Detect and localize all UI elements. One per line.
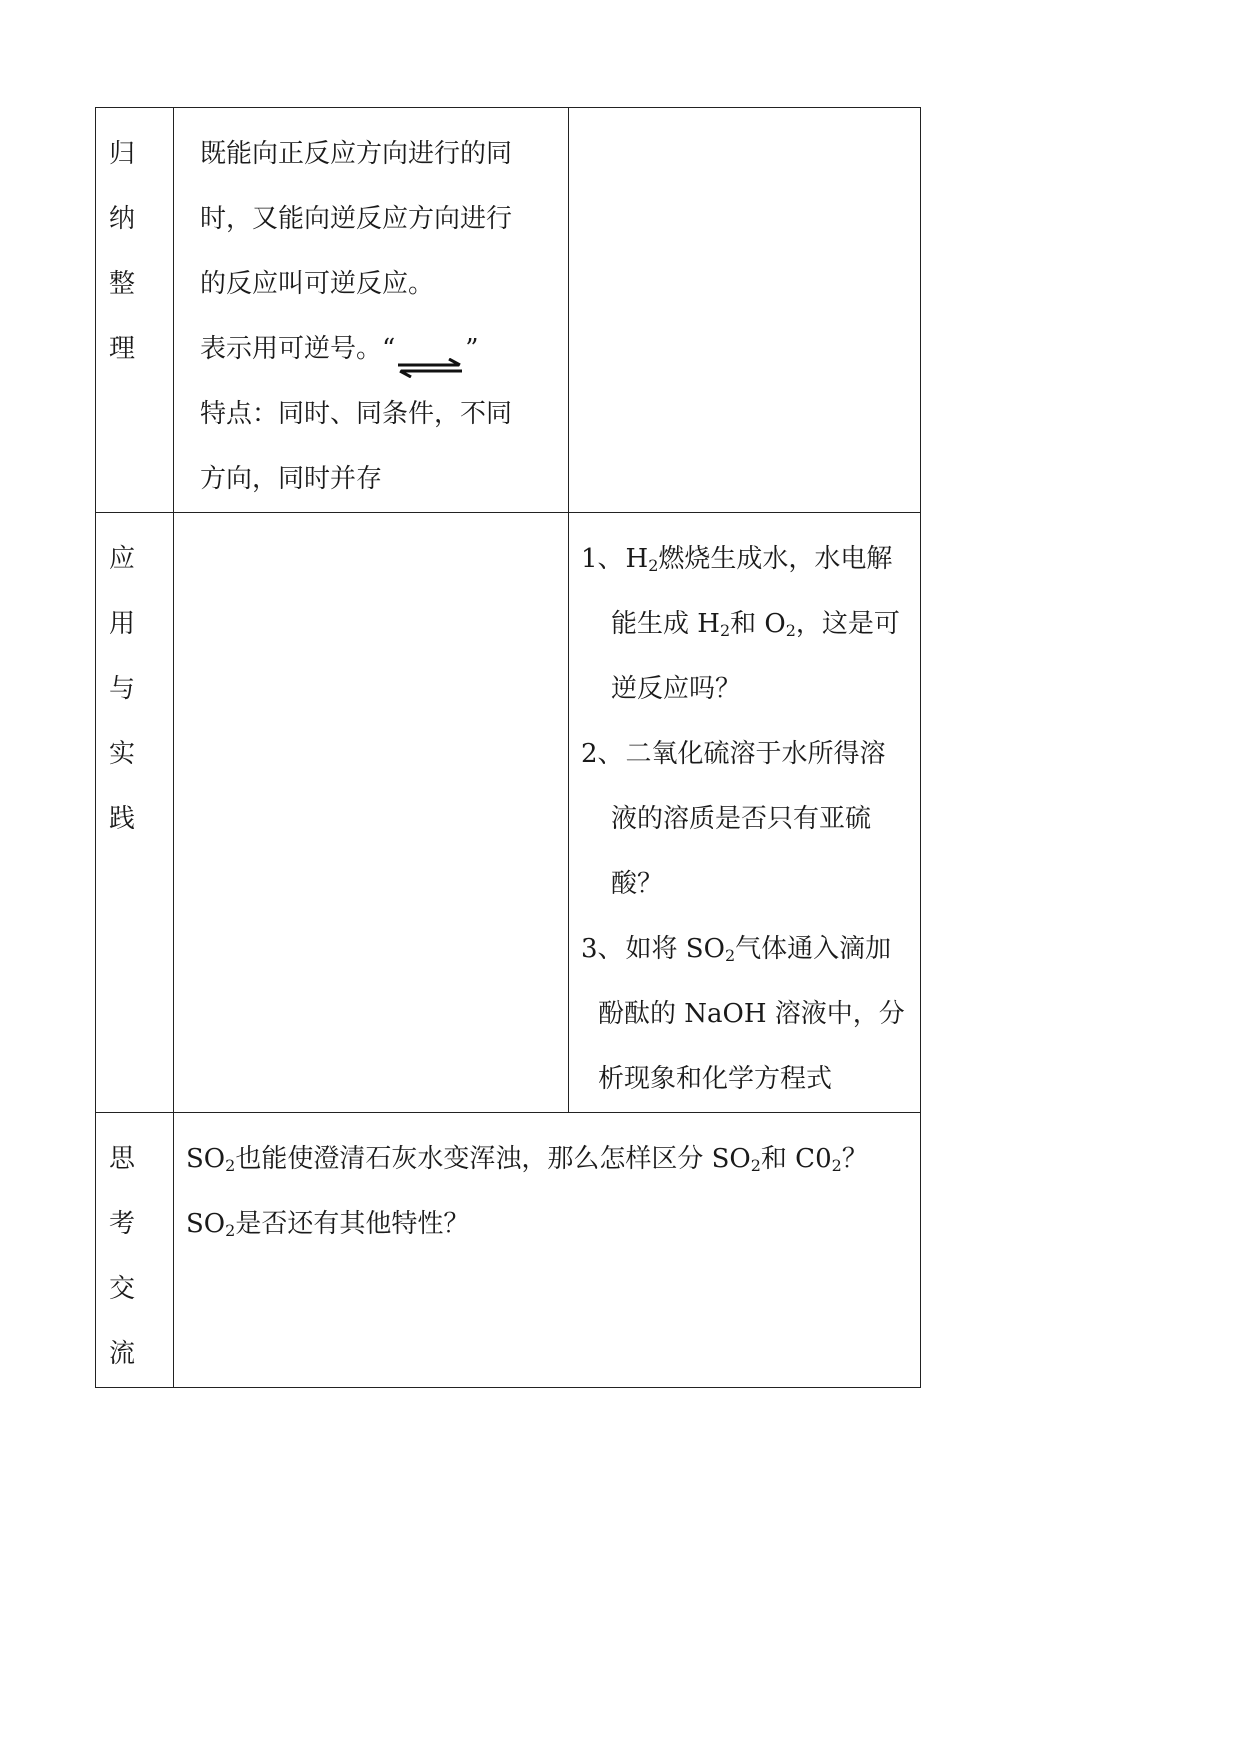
reversible-arrow-icon bbox=[395, 338, 465, 358]
discussion-content-cell bbox=[174, 1113, 921, 1388]
summary-row bbox=[96, 108, 921, 513]
definition-line-2: 时，又能向逆反应方向进行 bbox=[200, 204, 513, 234]
discussion-label-cell bbox=[96, 1113, 174, 1388]
definition-line-3: 的反应叫可逆反应。 bbox=[200, 269, 435, 299]
summary-content-cell bbox=[174, 108, 569, 513]
discussion-label: 思 考 交 流 bbox=[109, 1144, 136, 1369]
practice-label: 应 用 与 实 践 bbox=[109, 544, 136, 834]
feature-line-2: 方向，同时并存 bbox=[200, 464, 383, 494]
practice-row bbox=[96, 513, 921, 1113]
practice-empty-cell bbox=[174, 513, 569, 1113]
practice-label-cell bbox=[96, 513, 174, 1113]
summary-label-cell bbox=[96, 108, 174, 513]
summary-label: 归 纳 整 理 bbox=[109, 139, 136, 364]
symbol-line: 表示用可逆号。“ ” bbox=[200, 317, 556, 382]
summary-empty-cell bbox=[569, 108, 921, 513]
lesson-table bbox=[95, 107, 921, 1388]
question-1: 1、$H_2$燃烧生成水，水电解 能生成 $H_2$和 $O_2$，这是可 逆反应吗？ bbox=[581, 544, 900, 704]
feature-line-1: 特点：同时、同条件，不同 bbox=[200, 399, 513, 429]
practice-questions-cell bbox=[569, 513, 921, 1113]
definition-line-1: 既能向正反应方向进行的同 bbox=[200, 139, 513, 169]
discussion-row bbox=[96, 1113, 921, 1388]
question-3: 3、如将 $SO_2$气体通入滴加 酚酞的 NaOH 溶液中，分 析现象和化学方程式 bbox=[581, 934, 905, 1094]
discussion-line-1: $SO_2$也能使澄清石灰水变浑浊，那么怎样区分 $SO_2$和 $C0_2$？ bbox=[186, 1144, 868, 1175]
discussion-line-2: $SO_2$是否还有其他特性？ bbox=[186, 1209, 470, 1240]
question-2: 2、二氧化硫溶于水所得溶 液的溶质是否只有亚硫 酸？ bbox=[581, 739, 886, 899]
